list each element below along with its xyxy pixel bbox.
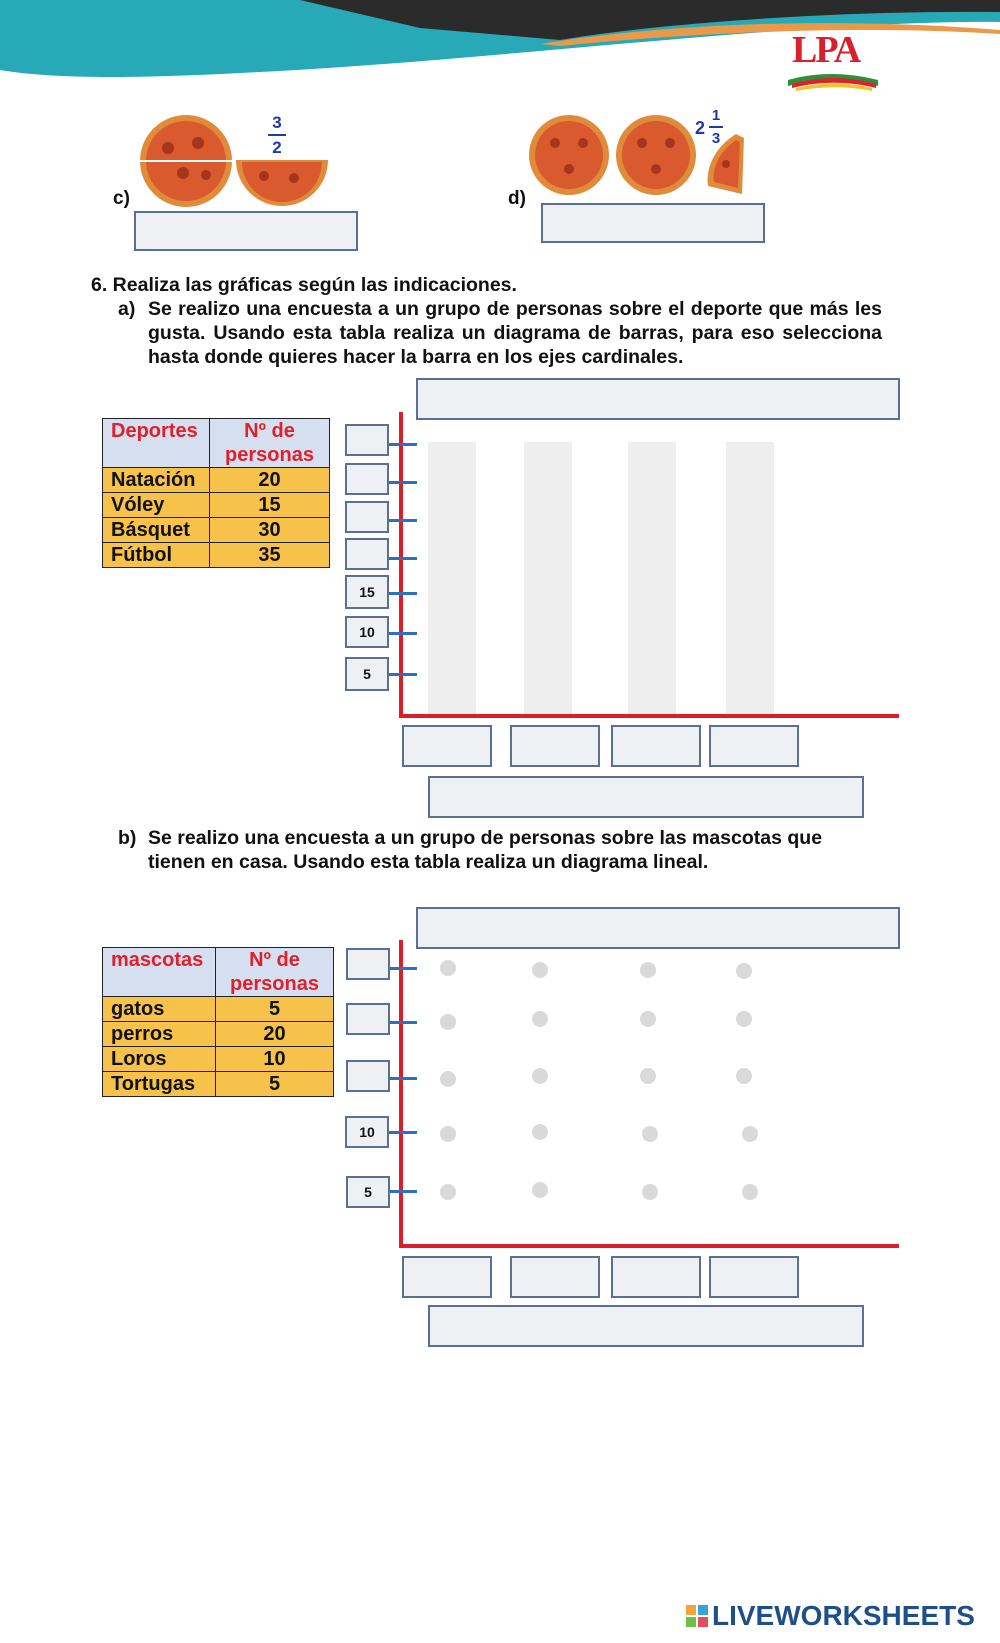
pizza-whole-c	[138, 113, 234, 209]
chart-a-tick	[389, 481, 417, 484]
chart-b-dot[interactable]	[440, 1014, 456, 1030]
chart-b-dot[interactable]	[532, 1182, 548, 1198]
bar-column-1[interactable]	[428, 442, 476, 714]
table-a-row-3-name: Fútbol	[103, 543, 210, 568]
chart-a-tick	[389, 519, 417, 522]
chart-b-tick	[389, 1131, 417, 1134]
chart-a-y-input-1[interactable]	[345, 424, 389, 456]
question-b-marker: b)	[118, 827, 137, 849]
question-a-marker: a)	[118, 298, 136, 320]
fraction-c-denominator: 2	[272, 138, 282, 157]
table-a-header-name: Deportes	[103, 419, 210, 468]
chart-a-x-label-3[interactable]	[611, 725, 701, 767]
chart-b-dot[interactable]	[736, 1011, 752, 1027]
table-row	[103, 1047, 334, 1072]
chart-a-tick	[389, 443, 417, 446]
chart-b-y-input-1[interactable]	[346, 948, 390, 980]
chart-b-y-label-5: 5	[346, 1176, 390, 1208]
chart-a-y-label-5: 5	[345, 657, 389, 691]
table-a-row-1-name: Vóley	[103, 493, 210, 518]
chart-b-y-input-2[interactable]	[346, 1003, 390, 1035]
chart-a-x-title-box[interactable]	[428, 776, 864, 818]
chart-b-dot[interactable]	[742, 1126, 758, 1142]
bar-column-3[interactable]	[628, 442, 676, 714]
chart-b-y-axis	[399, 940, 403, 1248]
pizza-half-c	[234, 158, 330, 208]
chart-b-dot[interactable]	[532, 1124, 548, 1140]
chart-b-x-title-box[interactable]	[428, 1305, 864, 1347]
table-row	[103, 493, 330, 518]
table-b-row-3-name: Tortugas	[103, 1072, 216, 1097]
chart-b-dot[interactable]	[642, 1126, 658, 1142]
chart-a-tick	[389, 673, 417, 676]
table-a-row-1-value: 15	[210, 493, 330, 518]
table-b-row-1-name: perros	[103, 1022, 216, 1047]
chart-b-dot[interactable]	[640, 1068, 656, 1084]
chart-b-dot[interactable]	[640, 1011, 656, 1027]
table-b-header-value: Nº de personas	[216, 948, 334, 997]
chart-b-x-label-1[interactable]	[402, 1256, 492, 1298]
chart-a-title-box[interactable]	[416, 378, 900, 420]
chart-b-dot[interactable]	[532, 962, 548, 978]
table-b-row-3-value: 5	[216, 1072, 334, 1097]
chart-b-tick	[389, 1021, 417, 1024]
table-row	[103, 518, 330, 543]
table-a-row-3-value: 35	[210, 543, 330, 568]
liveworksheets-icon	[686, 1605, 708, 1627]
table-b-row-1-value: 20	[216, 1022, 334, 1047]
fraction-d-denominator: 3	[711, 130, 721, 147]
chart-a-tick	[389, 632, 417, 635]
liveworksheets-logo	[686, 1600, 975, 1632]
chart-b-title-box[interactable]	[416, 907, 900, 949]
chart-b-tick	[389, 1077, 417, 1080]
logo-text: LPA	[792, 29, 860, 71]
chart-b-dot[interactable]	[440, 1126, 456, 1142]
table-b-row-0-value: 5	[216, 997, 334, 1022]
fraction-d-numerator: 1	[711, 107, 721, 124]
table-a-row-0-value: 20	[210, 468, 330, 493]
chart-b-tick	[389, 1190, 417, 1193]
question-a-text: Se realizo una encuesta a un grupo de personas sobre el deporte que más les gusta. Usando esta tabla realiza un diagrama de barras, para eso selecciona hasta donde quieres hacer la barra en los ejes cardinales.	[148, 298, 882, 368]
table-row	[103, 997, 334, 1022]
bar-column-4[interactable]	[726, 442, 774, 714]
chart-b-dot[interactable]	[742, 1184, 758, 1200]
question-6-title: 6. Realiza las gráficas según las indicaciones.	[91, 274, 517, 296]
chart-b-dot[interactable]	[532, 1068, 548, 1084]
chart-a-x-label-4[interactable]	[709, 725, 799, 767]
label-d: d)	[508, 188, 526, 209]
chart-b-tick	[389, 967, 417, 970]
chart-a-x-label-1[interactable]	[402, 725, 492, 767]
label-c: c)	[113, 188, 130, 209]
table-a-header-value: Nº de personas	[210, 419, 330, 468]
chart-b-dot[interactable]	[440, 1071, 456, 1087]
chart-b-dot[interactable]	[440, 1184, 456, 1200]
chart-b-dot[interactable]	[532, 1011, 548, 1027]
pizza-whole-d2	[614, 113, 698, 197]
chart-a-x-label-2[interactable]	[510, 725, 600, 767]
chart-b-dot[interactable]	[440, 960, 456, 976]
table-row	[103, 468, 330, 493]
chart-a-tick	[389, 557, 417, 560]
chart-b-dot[interactable]	[736, 963, 752, 979]
chart-a-tick	[389, 592, 417, 595]
lpa-logo	[786, 28, 882, 92]
fraction-c-numerator: 3	[272, 113, 282, 132]
chart-a-y-label-10: 10	[345, 616, 389, 648]
chart-b-dot[interactable]	[736, 1068, 752, 1084]
fraction-d-whole: 2	[695, 118, 706, 138]
chart-a-y-input-4[interactable]	[345, 538, 389, 570]
table-b-header-name: mascotas	[103, 948, 216, 997]
chart-b-y-input-3[interactable]	[346, 1060, 390, 1092]
chart-b-x-label-4[interactable]	[709, 1256, 799, 1298]
table-row	[103, 543, 330, 568]
question-b-text: Se realizo una encuesta a un grupo de personas sobre las mascotas que tienen en casa. Usando esta tabla realiza un diagrama lineal.	[148, 827, 823, 873]
table-row	[103, 1072, 334, 1097]
liveworksheets-text: LIVEWORKSHEETS	[712, 1600, 975, 1631]
pizza-whole-d1	[527, 113, 611, 197]
chart-b-x-label-2[interactable]	[510, 1256, 600, 1298]
table-b-row-2-name: Loros	[103, 1047, 216, 1072]
fraction-c	[268, 114, 286, 156]
answer-box-d[interactable]	[541, 203, 765, 243]
answer-box-c[interactable]	[134, 211, 358, 251]
table-b-row-2-value: 10	[216, 1047, 334, 1072]
chart-b-dot[interactable]	[640, 962, 656, 978]
table-deportes	[102, 418, 330, 568]
table-b-row-0-name: gatos	[103, 997, 216, 1022]
chart-b-dot[interactable]	[642, 1184, 658, 1200]
table-a-row-2-name: Básquet	[103, 518, 210, 543]
chart-b-y-label-10: 10	[345, 1116, 389, 1148]
chart-a-y-input-3[interactable]	[345, 501, 389, 533]
chart-b-x-label-3[interactable]	[611, 1256, 701, 1298]
table-row	[103, 1022, 334, 1047]
chart-a-y-label-15: 15	[345, 575, 389, 609]
table-a-row-2-value: 30	[210, 518, 330, 543]
table-a-row-0-name: Natación	[103, 468, 210, 493]
chart-b-x-axis	[399, 1244, 899, 1248]
table-mascotas	[102, 947, 334, 1097]
bar-column-2[interactable]	[524, 442, 572, 714]
chart-a-y-input-2[interactable]	[345, 463, 389, 495]
chart-a-x-axis	[399, 714, 899, 718]
